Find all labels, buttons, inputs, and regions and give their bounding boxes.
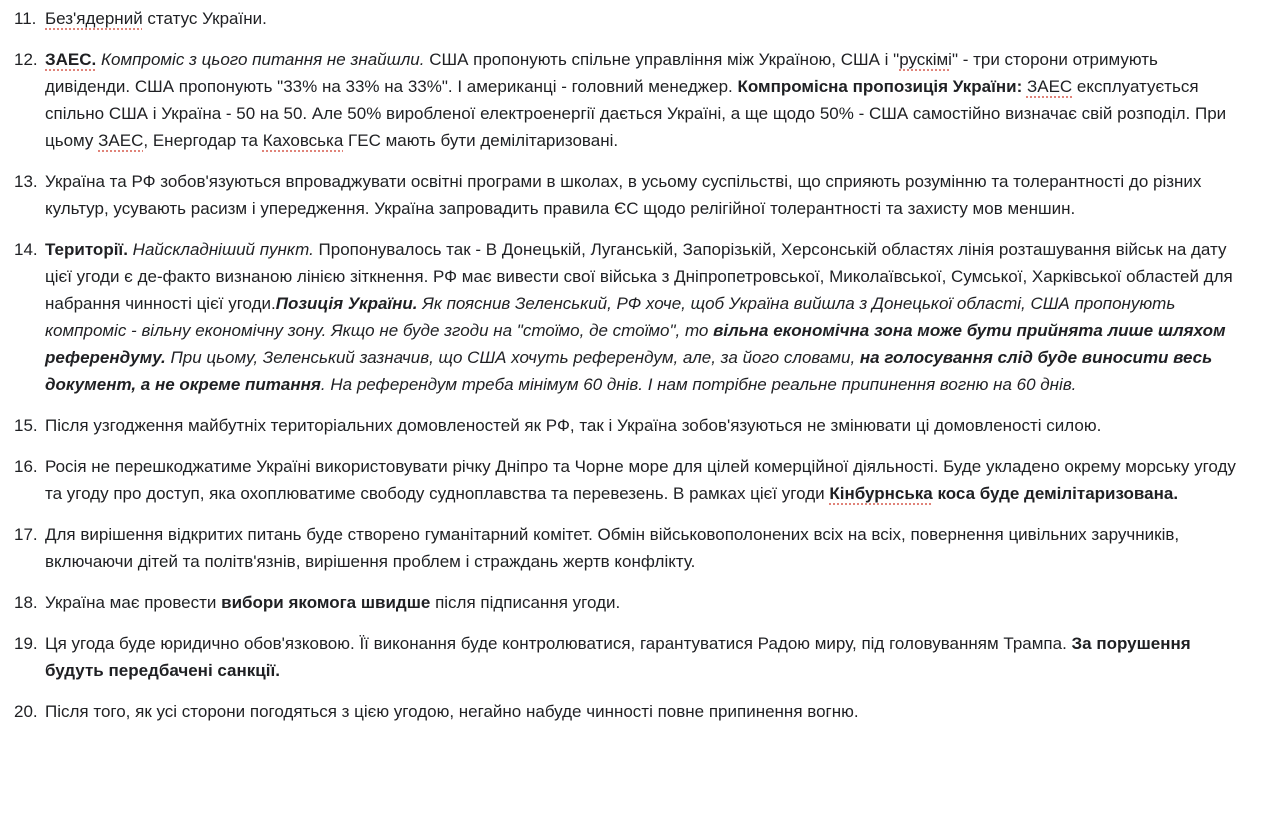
list-item	[14, 46, 1246, 154]
list-item	[14, 412, 1246, 439]
item-number: 13.	[14, 172, 38, 191]
text-segment: Позиція України.	[275, 294, 418, 313]
text-segment: Після того, як усі сторони погодяться з цією угодою, негайно набуде чинності повне припинення вогню.	[45, 702, 859, 721]
list-item	[14, 5, 1246, 32]
list-item	[14, 521, 1246, 575]
text-segment: Україна та РФ зобов'язуються впроваджувати освітні програми в школах, в усьому суспільстві, що сприяють розумінню та толерантності до різних культур, усувають расизм і упередження. Україна запровадить правила ЄС щодо релігійної толерантності та захисту мов меншин.	[45, 172, 1202, 218]
item-number: 12.	[14, 50, 38, 69]
text-segment: , Енергодар та	[143, 131, 263, 150]
text-segment: ГЕС мають бути демілітаризовані.	[343, 131, 619, 150]
text-segment: Україна має провести	[45, 593, 222, 612]
misspelled-word: Кінбурнська	[829, 484, 933, 503]
text-segment: на голосування слід буде виносити весь документ, а не окреме питання	[45, 348, 1213, 394]
list-item	[14, 698, 1246, 725]
item-text	[45, 5, 1246, 32]
item-text	[45, 630, 1246, 684]
text-segment: При цьому, Зеленський зазначив, що США хочуть референдум, але, за його словами,	[165, 348, 860, 367]
item-number: 16.	[14, 457, 38, 476]
text-segment: Найскладніший пункт.	[132, 240, 314, 259]
text-segment: США пропонують спільне управління між Україною, США і "	[424, 50, 900, 69]
text-segment: За порушення будуть передбачені санкції.	[45, 634, 1191, 680]
misspelled-word: Каховська	[262, 131, 344, 150]
item-text	[45, 236, 1246, 398]
item-number: 20.	[14, 702, 38, 721]
item-number: 11.	[14, 9, 37, 28]
list-item	[14, 630, 1246, 684]
misspelled-word: Без'ядерний	[45, 9, 143, 28]
item-text	[45, 46, 1246, 154]
item-number: 17.	[14, 525, 38, 544]
list-item	[14, 589, 1246, 616]
text-segment: Території.	[45, 240, 128, 259]
text-segment: Для вирішення відкритих питань буде створено гуманітарний комітет. Обмін військовополонених всіх на всіх, повернення цивільних заручників, включаючи дітей та політв'язнів, вирішення проблем і страждань жертв конфлікту.	[45, 525, 1180, 571]
item-text	[45, 168, 1246, 222]
text-segment: Компроміс з цього питання не знайшли.	[101, 50, 425, 69]
text-segment: вибори якомога швидше	[221, 593, 431, 612]
text-segment: статус України.	[142, 9, 267, 28]
item-text	[45, 521, 1246, 575]
numbered-list	[14, 5, 1246, 725]
text-segment: коса буде демілітаризована.	[932, 484, 1179, 503]
text-segment: Як пояснив Зеленський, РФ хоче, щоб Україна вийшла з Донецької області, США пропонують компроміс - вільну економічну зону. Якщо не буде згоди на "стоїмо, де стоїмо", то	[45, 294, 1176, 340]
item-text	[45, 589, 1246, 616]
item-text	[45, 698, 1246, 725]
misspelled-word: ЗАЕС	[98, 131, 144, 150]
text-segment: Пропонувалось так - В Донецькій, Луганській, Запорізькій, Херсонській областях лінія розташування військ на дату цієї угоди є де-факто визнаною лінією зіткнення. РФ має вивести свої війська з Дніпропетровської, Миколаївської, Сумської, Харківської областей для набрання чинності цієї угоди.	[45, 240, 1233, 313]
text-segment: вільна економічна зона може бути прийнята лише шляхом референдуму.	[45, 321, 1226, 367]
list-item	[14, 453, 1246, 507]
text-segment: експлуатується спільно США і Україна - 50 на 50. Але 50% виробленої електроенергії дається Україні, а ще щодо 50% - США самостійно визначає свій розподіл. При цьому	[45, 77, 1227, 150]
item-number: 19.	[14, 634, 38, 653]
list-item	[14, 168, 1246, 222]
item-number: 15.	[14, 416, 38, 435]
item-text	[45, 412, 1246, 439]
misspelled-word: ЗАЕС	[1026, 77, 1073, 96]
misspelled-word: рускімі	[899, 50, 952, 69]
list-item	[14, 236, 1246, 398]
text-segment: Компромісна пропозиція України:	[737, 77, 1023, 96]
text-segment: Після узгодження майбутніх територіальних домовленостей як РФ, так і Україна зобов'язуються не змінювати ці домовленості силою.	[45, 416, 1102, 435]
text-segment: " - три сторони отримують дивіденди. США пропонують "33% на 33% на 33%". І американці - головний менеджер.	[45, 50, 1158, 96]
text-segment: після підписання угоди.	[430, 593, 621, 612]
item-number: 18.	[14, 593, 38, 612]
item-number: 14.	[14, 240, 38, 259]
item-text	[45, 453, 1246, 507]
misspelled-word: ЗАЕС.	[45, 50, 97, 69]
text-segment: . На референдум треба мінімум 60 днів. І нам потрібне реальне припинення вогню на 60 днів.	[320, 375, 1077, 394]
text-segment: Ця угода буде юридично обов'язковою. Її виконання буде контролюватися, гарантуватися Радою миру, під головуванням Трампа.	[45, 634, 1072, 653]
text-segment: Росія не перешкоджатиме Україні використовувати річку Дніпро та Чорне море для цілей комерційної діяльності. Буде укладено окрему морську угоду та угоду про доступ, яка охоплюватиме свободу судноплавства та перевезень. В рамках цієї угоди	[45, 457, 1236, 503]
